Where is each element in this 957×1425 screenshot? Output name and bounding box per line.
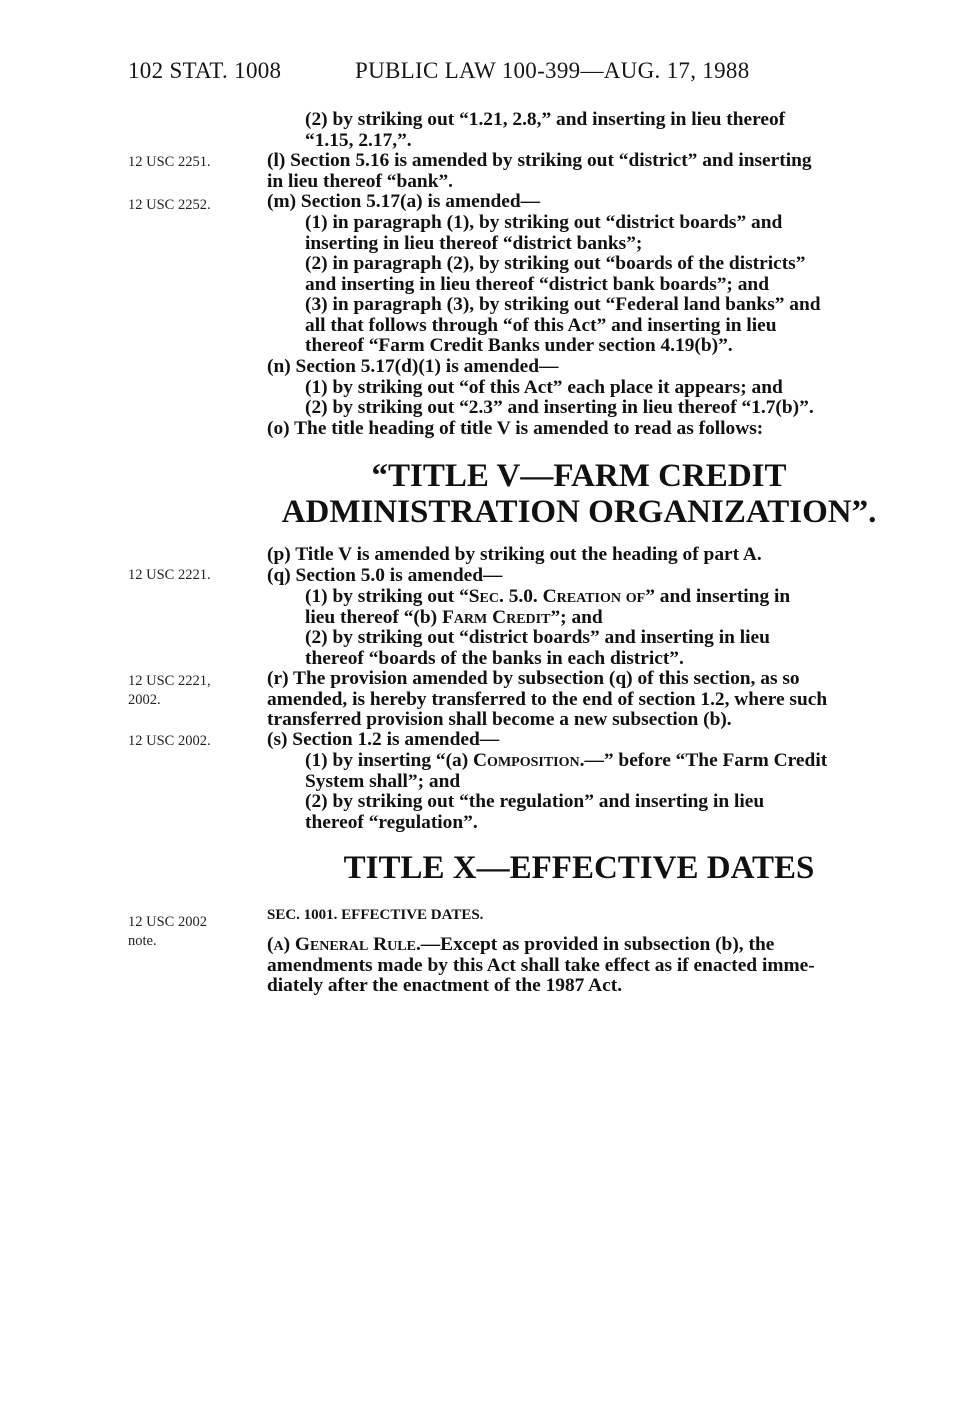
section-1001-heading: SEC. 1001. EFFECTIVE DATES. bbox=[267, 907, 484, 923]
paragraph-sec-l: (l) Section 5.16 is amended by striking out “district” and inserting in lieu thereof “bank”. bbox=[267, 150, 812, 192]
margin-note: 12 USC 2251. bbox=[128, 154, 211, 170]
paragraph-sec-r: (r) The provision amended by subsection (q) of this section, as so amended, is hereby transferred to the end of section 1.2, where such transferred provision shall become a new subsection (b). bbox=[267, 668, 828, 731]
paragraph-m3: (3) in paragraph (3), by striking out “Federal land banks” and all that follows through “of this Act” and inserting in lieu thereof “Farm Credit Banks under section 4.19(b)”. bbox=[305, 294, 821, 357]
paragraph-n2: (2) by striking out “2.3” and inserting in lieu thereof “1.7(b)”. bbox=[305, 397, 814, 418]
paragraph-general-rule: (a) General Rule.—Except as provided in subsection (b), the amendments made by this Act shall take effect as if enacted imme- diately after the enactment of the 1987 Act. bbox=[267, 934, 815, 997]
paragraph-l2: (2) by striking out “1.21, 2.8,” and inserting in lieu thereof “1.15, 2.17,”. bbox=[305, 109, 786, 151]
paragraph-m1: (1) in paragraph (1), by striking out “district boards” and inserting in lieu thereof “district banks”; bbox=[305, 212, 783, 254]
paragraph-m2: (2) in paragraph (2), by striking out “boards of the districts” and inserting in lieu thereof “district bank boards”; and bbox=[305, 253, 806, 295]
paragraph-q2: (2) by striking out “district boards” and inserting in lieu thereof “boards of the banks in each district”. bbox=[305, 627, 770, 669]
margin-note: 12 USC 2002. bbox=[128, 733, 211, 749]
margin-note: 12 USC 2221. bbox=[128, 567, 211, 583]
stat-page-number: 102 STAT. 1008 bbox=[128, 58, 282, 83]
paragraph-s2: (2) by striking out “the regulation” and inserting in lieu thereof “regulation”. bbox=[305, 791, 765, 833]
paragraph-sec-s: (s) Section 1.2 is amended— bbox=[267, 729, 500, 750]
title-x-heading: TITLE X—EFFECTIVE DATES bbox=[343, 850, 815, 886]
paragraph-q1: (1) by striking out “Sec. 5.0. Creation of” and inserting in lieu thereof “(b) Farm Credit”; and bbox=[305, 586, 791, 628]
title-v-heading: “TITLE V—FARM CREDIT ADMINISTRATION ORGANIZATION”. bbox=[281, 458, 877, 530]
paragraph-sec-q: (q) Section 5.0 is amended— bbox=[267, 565, 503, 586]
running-header-title: PUBLIC LAW 100-399—AUG. 17, 1988 bbox=[355, 58, 750, 83]
margin-note: 12 USC 2252. bbox=[128, 197, 211, 213]
paragraph-sec-p: (p) Title V is amended by striking out the heading of part A. bbox=[267, 544, 762, 565]
paragraph-n1: (1) by striking out “of this Act” each place it appears; and bbox=[305, 377, 783, 398]
margin-note: 12 USC 2221, 2002. bbox=[128, 673, 211, 708]
paragraph-sec-m: (m) Section 5.17(a) is amended— bbox=[267, 191, 541, 212]
paragraph-sec-o: (o) The title heading of title V is amended to read as follows: bbox=[267, 418, 764, 439]
paragraph-s1: (1) by inserting “(a) Composition.—” before “The Farm Credit System shall”; and bbox=[305, 750, 828, 792]
margin-note: 12 USC 2002 note. bbox=[128, 914, 207, 949]
paragraph-sec-n: (n) Section 5.17(d)(1) is amended— bbox=[267, 356, 559, 377]
